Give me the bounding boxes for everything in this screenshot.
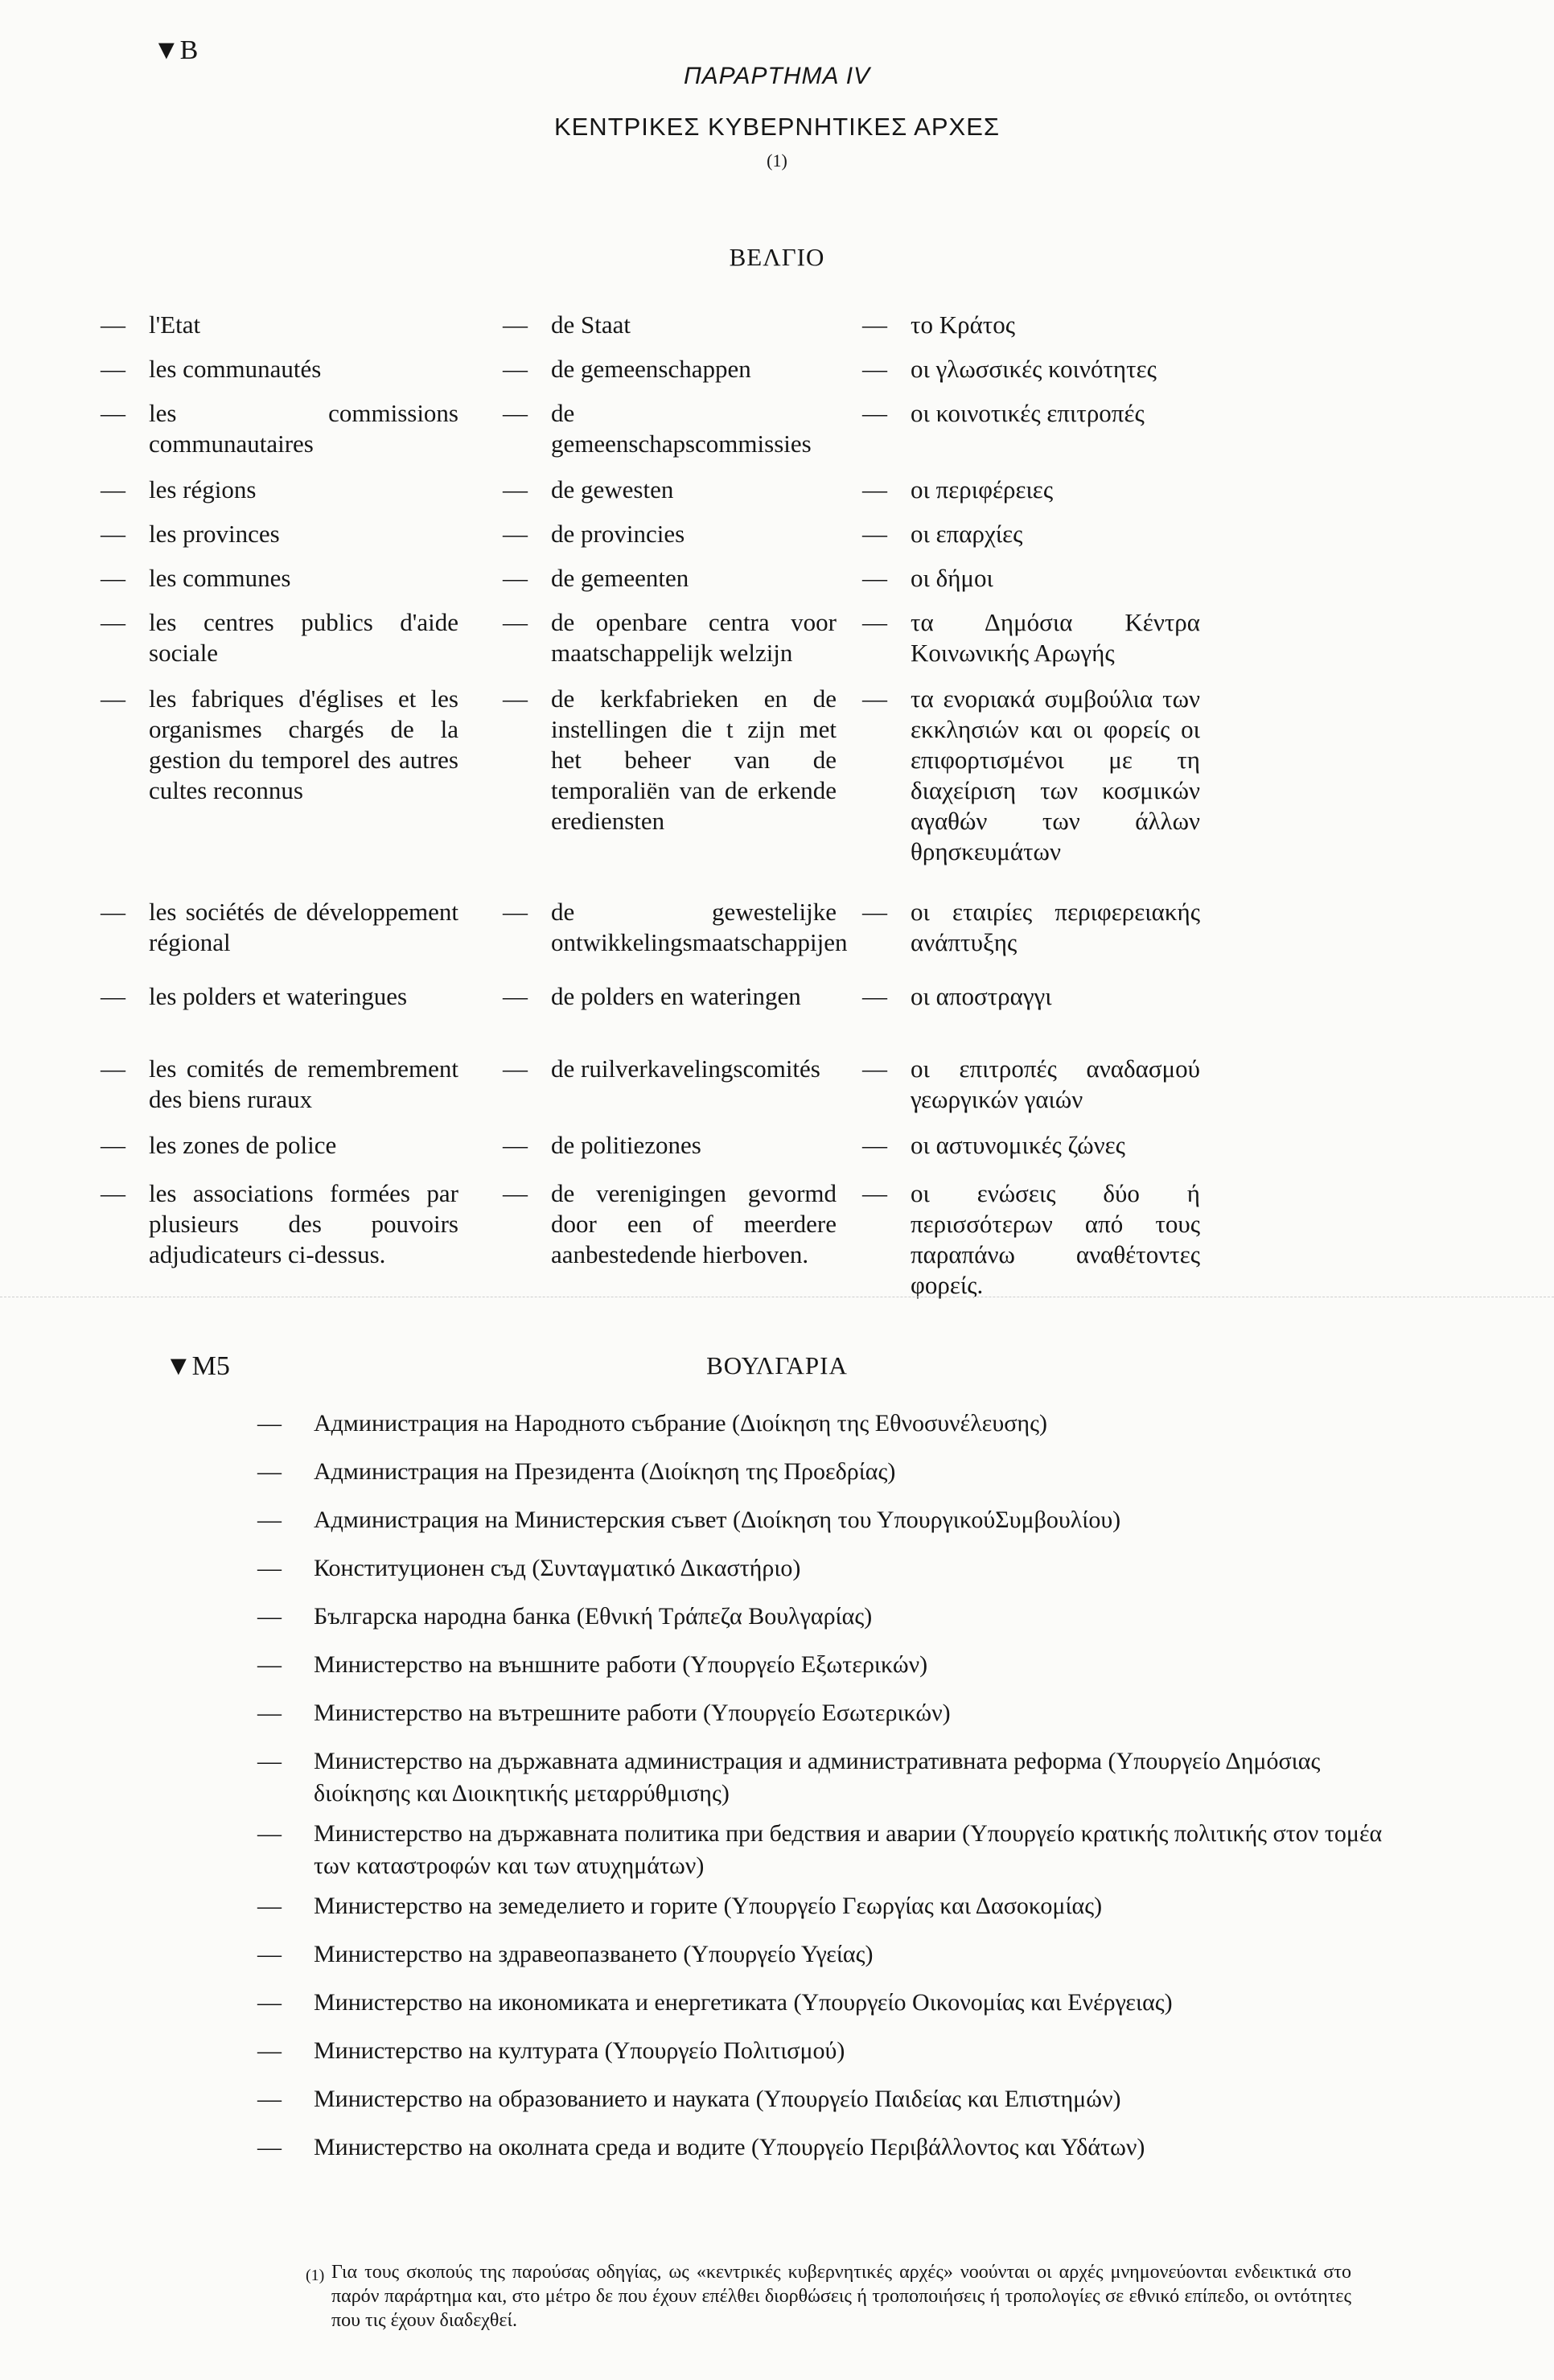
bulgaria-authority-name: Министерство на държавната администрация и административната реформа (Υπουργείο Δημόσιας διοίκησης και Διοικητικής μεταρρύθμισης): [314, 1748, 1321, 1807]
belgium-entry-el: οι εταιρίες περιφερειακής ανάπτυξης: [911, 898, 1200, 956]
belgium-entry-nl: de Staat: [551, 310, 631, 339]
bulgaria-authority-name: Министерство на икономиката и енергетиката (Υπουργείο Οικονομίας και Ενέργειας): [314, 1989, 1173, 2016]
belgium-row-el-cell: [862, 981, 1200, 1012]
belgium-entry-el: οι δήμοι: [911, 564, 993, 592]
belgium-entry-fr: les provinces: [149, 520, 280, 548]
belgium-row-nl-cell: [503, 475, 837, 505]
list-dash: —: [101, 608, 125, 636]
belgium-row-fr-cell: [101, 310, 458, 340]
list-dash: —: [503, 898, 528, 926]
belgium-entry-nl: de kerkfabrieken en de instellingen die t zijn met het beheer van de temporaliën van de erkende erediensten: [551, 684, 837, 835]
belgium-entry-el: οι περιφέρειες: [911, 475, 1054, 504]
marker-label: ▼B: [153, 35, 199, 65]
list-item: [257, 1938, 1392, 1971]
list-item: [257, 1818, 1392, 1882]
list-dash: —: [503, 1179, 528, 1207]
list-dash: —: [862, 399, 887, 427]
list-dash: —: [862, 684, 887, 713]
list-dash: —: [503, 310, 528, 339]
belgium-entry-nl: de polders en wateringen: [551, 982, 801, 1010]
bulgaria-authority-name: Конституционен съд (Συνταγματικό Δικαστήριο): [314, 1555, 801, 1581]
bulgaria-authority-name: Министерство на околната среда и водите (Υπουργείο Περιβάλλοντος και Υδάτων): [314, 2134, 1145, 2160]
list-dash: —: [257, 2134, 282, 2160]
list-dash: —: [503, 399, 528, 427]
annex-title: ΠΑΡΑΡΤΗΜΑ IV: [683, 63, 871, 89]
list-dash: —: [101, 684, 125, 713]
list-item: [257, 1456, 1392, 1488]
belgium-row-fr-cell: [101, 981, 458, 1012]
bulgaria-authority-name: Министерство на външните работи (Υπουργείο Εξωτερικών): [314, 1651, 928, 1678]
list-dash: —: [257, 1941, 282, 1967]
list-item: [257, 1601, 1392, 1633]
belgium-entry-el: οι αστυνομικές ζώνες: [911, 1131, 1125, 1159]
belgium-entry-nl: de gemeenschappen: [551, 355, 751, 383]
belgium-row-el-cell: [862, 519, 1200, 549]
belgium-row-nl-cell: [503, 897, 848, 958]
list-dash: —: [503, 982, 528, 1010]
belgium-row-fr-cell: [101, 519, 458, 549]
belgium-entry-nl: de ruilverkavelingscomités: [551, 1054, 820, 1083]
section-heading-belgium: ΒΕΛΓΙΟ: [729, 243, 825, 271]
bulgaria-authority-name: Администрация на Народното събрание (Διοίκηση της Εθνοσυνέλευσης): [314, 1410, 1047, 1437]
belgium-row-el-cell: [862, 897, 1200, 958]
belgium-entry-el: οι επαρχίες: [911, 520, 1023, 548]
belgium-row-nl-cell: [503, 398, 837, 459]
list-dash: —: [257, 1748, 282, 1774]
bulgaria-authority-name: Министерство на културата (Υπουργείο Πολιτισμού): [314, 2037, 845, 2064]
bulgaria-authority-name: Министерство на вътрешните работи (Υπουργείο Εσωτερικών): [314, 1700, 951, 1726]
list-dash: —: [862, 475, 887, 504]
list-item: [257, 1697, 1392, 1729]
belgium-entry-fr: les communautés: [149, 355, 322, 383]
list-item: [257, 2131, 1392, 2164]
belgium-row-el-cell: [862, 1054, 1200, 1115]
list-dash: —: [257, 1458, 282, 1485]
belgium-row-nl-cell: [503, 684, 837, 836]
list-dash: —: [862, 355, 887, 383]
bulgaria-authority-name: Министерство на образованието и науката (Υπουργείο Παιδείας και Επιστημών): [314, 2086, 1121, 2112]
belgium-entry-nl: de gewestelijke ontwikkelingsmaatschappijen: [551, 898, 848, 956]
belgium-entry-fr: les communes: [149, 564, 291, 592]
belgium-row-fr-cell: [101, 1178, 458, 1270]
list-dash: —: [862, 310, 887, 339]
belgium-entry-nl: de gemeenschapscommissies: [551, 399, 812, 458]
section-heading-bulgaria: ΒΟΥΛΓΑΡΙΑ: [706, 1351, 848, 1379]
list-item: [257, 1552, 1392, 1585]
belgium-row-nl-cell: [503, 981, 837, 1012]
list-item: [257, 1649, 1392, 1681]
belgium-entry-fr: les sociétés de développement régional: [149, 898, 458, 956]
bulgaria-authority-name: Министерство на държавната политика при бедствия и аварии (Υπουργείο κρατικής πολιτικής στον τομέα των καταστροφών και των ατυχημάτων): [314, 1820, 1383, 1879]
bulgaria-authority-name: Администрация на Министерския съвет (Διοίκηση του ΥπουργικούΣυμβουλίου): [314, 1507, 1121, 1533]
list-dash: —: [101, 355, 125, 383]
bulgaria-authority-name: Българска народна банка (Εθνική Τράπεζα Βουλγαρίας): [314, 1603, 873, 1630]
list-dash: —: [101, 1054, 125, 1083]
list-dash: —: [257, 1893, 282, 1919]
amendment-marker-b: [153, 35, 198, 66]
belgium-entry-fr: les fabriques d'églises et les organismes chargés de la gestion du temporel des autres cultes reconnus: [149, 684, 458, 804]
list-dash: —: [257, 1700, 282, 1726]
belgium-row-nl-cell: [503, 563, 837, 594]
list-dash: —: [503, 684, 528, 713]
bulgaria-authority-name: Администрация на Президента (Διοίκηση της Προεδρίας): [314, 1458, 896, 1485]
belgium-row-nl-cell: [503, 310, 837, 340]
belgium-entry-fr: l'Etat: [149, 310, 201, 339]
belgium-row-fr-cell: [101, 475, 458, 505]
belgium-row-el-cell: [862, 1130, 1200, 1161]
list-dash: —: [101, 399, 125, 427]
list-dash: —: [503, 564, 528, 592]
page-title: ΚΕΝΤΡΙΚΕΣ ΚΥΒΕΡΝΗΤΙΚΕΣ ΑΡΧΕΣ: [553, 113, 1001, 141]
list-dash: —: [503, 608, 528, 636]
belgium-row-nl-cell: [503, 1054, 837, 1084]
belgium-entry-fr: les comités de remembrement des biens ruraux: [149, 1054, 458, 1113]
list-item: [257, 1408, 1392, 1440]
list-item: [257, 1987, 1392, 2019]
list-dash: —: [862, 1131, 887, 1159]
list-dash: —: [257, 1651, 282, 1678]
belgium-entry-fr: les commissions communautaires: [149, 399, 458, 458]
list-dash: —: [257, 1555, 282, 1581]
list-dash: —: [257, 2086, 282, 2112]
list-dash: —: [862, 1179, 887, 1207]
belgium-row-el-cell: [862, 563, 1200, 594]
belgium-row-nl-cell: [503, 519, 837, 549]
belgium-entry-nl: de politiezones: [551, 1131, 701, 1159]
list-item: [257, 1745, 1392, 1810]
list-dash: —: [257, 1410, 282, 1437]
belgium-row-fr-cell: [101, 607, 458, 668]
belgium-entry-nl: de openbare centra voor maatschappelijk welzijn: [551, 608, 837, 667]
list-dash: —: [862, 520, 887, 548]
belgium-entry-el: οι γλωσσικές κοινότητες: [911, 355, 1157, 383]
belgium-row-el-cell: [862, 1178, 1200, 1301]
belgium-entry-nl: de provincies: [551, 520, 685, 548]
belgium-entry-el: τα Δημόσια Κέντρα Κοινωνικής Αρωγής: [911, 608, 1200, 667]
belgium-row-el-cell: [862, 475, 1200, 505]
list-item: [257, 1890, 1392, 1922]
belgium-row-nl-cell: [503, 607, 837, 668]
belgium-row-fr-cell: [101, 684, 458, 806]
list-item: [257, 1504, 1392, 1536]
belgium-entry-el: οι επιτροπές αναδασμού γεωργικών γαιών: [911, 1054, 1200, 1113]
list-dash: —: [862, 608, 887, 636]
list-item: [257, 2083, 1392, 2115]
list-dash: —: [257, 1820, 282, 1847]
list-dash: —: [101, 1179, 125, 1207]
belgium-row-nl-cell: [503, 354, 837, 384]
list-dash: —: [101, 898, 125, 926]
belgium-row-nl-cell: [503, 1130, 837, 1161]
list-dash: —: [862, 564, 887, 592]
list-item: [257, 2035, 1392, 2067]
belgium-entry-el: οι κοινοτικές επιτροπές: [911, 399, 1145, 427]
footnote-mark: (1): [306, 2267, 325, 2284]
marker-label: ▼M5: [165, 1351, 230, 1381]
belgium-entry-fr: les centres publics d'aide sociale: [149, 608, 458, 667]
belgium-entry-el: οι αποστραγγι: [911, 982, 1052, 1010]
bulgaria-authority-name: Министерство на здравеопазването (Υπουργείο Υγείας): [314, 1941, 874, 1967]
belgium-entry-nl: de gemeenten: [551, 564, 689, 592]
list-dash: —: [101, 520, 125, 548]
list-dash: —: [503, 1131, 528, 1159]
belgium-entry-el: τα ενοριακά συμβούλια των εκκλησιών και οι φορείς οι επιφορτισμένοι με τη διαχείριση των κοσμικών αγαθών των άλλων θρησκευμάτων: [911, 684, 1200, 865]
footnote-text: Για τους σκοπούς της παρούσας οδηγίας, ως «κεντρικές κυβερνητικές αρχές» νοούνται οι αρχές μνημονεύονται ενδεικτικά στο παρόν παράρτημα και, στο μέτρο δε που έχουν επέλθει διορθώσεις ή τροποποιήσεις ή τροπολογίες σε εθνικό επίπεδο, οι οντότητες που τις έχουν διαδεχθεί.: [331, 2262, 1351, 2331]
belgium-row-fr-cell: [101, 1130, 458, 1161]
belgium-row-fr-cell: [101, 354, 458, 384]
list-dash: —: [503, 475, 528, 504]
list-dash: —: [257, 1989, 282, 2016]
list-dash: —: [101, 982, 125, 1010]
belgium-entry-el: οι ενώσεις δύο ή περισσότερων από τους παραπάνω αναθέτοντες φορείς.: [911, 1179, 1200, 1299]
belgium-entry-fr: les zones de police: [149, 1131, 337, 1159]
belgium-entry-el: το Κράτος: [911, 310, 1016, 339]
list-dash: —: [257, 1507, 282, 1533]
belgium-row-el-cell: [862, 310, 1200, 340]
list-dash: —: [101, 564, 125, 592]
footnote: [306, 2260, 1351, 2333]
list-dash: —: [503, 1054, 528, 1083]
bulgaria-authority-name: Министерство на земеделието и горите (Υπουργείο Γεωργίας και Δασοκομίας): [314, 1893, 1103, 1919]
belgium-entry-nl: de gewesten: [551, 475, 674, 504]
belgium-row-el-cell: [862, 607, 1200, 668]
footnote-reference: (1): [767, 150, 787, 171]
belgium-entry-fr: les polders et wateringues: [149, 982, 408, 1010]
belgium-entry-nl: de verenigingen gevormd door een of meerdere aanbestedende hierboven.: [551, 1179, 837, 1268]
list-dash: —: [257, 1603, 282, 1630]
belgium-row-nl-cell: [503, 1178, 837, 1270]
belgium-row-fr-cell: [101, 897, 458, 958]
belgium-entry-fr: les régions: [149, 475, 257, 504]
list-dash: —: [503, 355, 528, 383]
belgium-row-el-cell: [862, 354, 1200, 384]
belgium-row-fr-cell: [101, 563, 458, 594]
list-dash: —: [862, 982, 887, 1010]
list-dash: —: [503, 520, 528, 548]
belgium-entry-fr: les associations formées par plusieurs des pouvoirs adjudicateurs ci-dessus.: [149, 1179, 458, 1268]
list-dash: —: [101, 310, 125, 339]
belgium-row-el-cell: [862, 684, 1200, 867]
list-dash: —: [101, 475, 125, 504]
list-dash: —: [862, 1054, 887, 1083]
belgium-row-fr-cell: [101, 398, 458, 459]
belgium-row-fr-cell: [101, 1054, 458, 1115]
list-dash: —: [862, 898, 887, 926]
belgium-row-el-cell: [862, 398, 1200, 429]
list-dash: —: [257, 2037, 282, 2064]
list-dash: —: [101, 1131, 125, 1159]
